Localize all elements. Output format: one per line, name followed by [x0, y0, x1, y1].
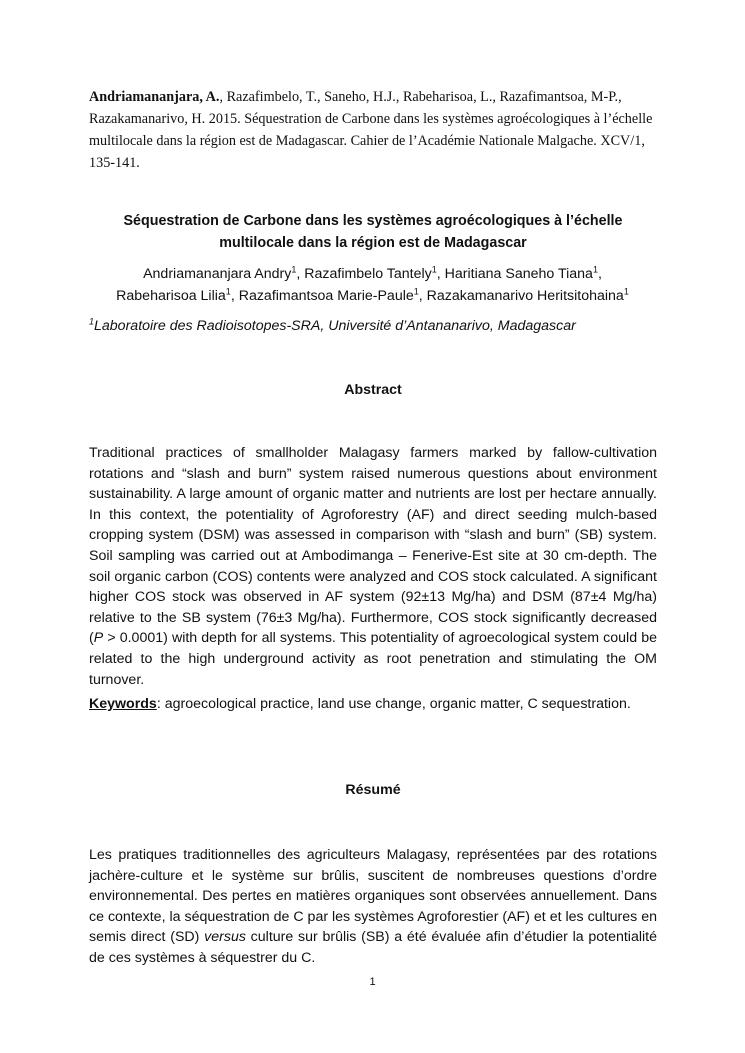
abstract-p-symbol: P	[93, 630, 104, 647]
affiliation-text: Laboratoire des Radioisotopes-SRA, Université d’Antananarivo, Madagascar	[94, 318, 576, 334]
citation	[89, 86, 657, 174]
abstract-text-a: Traditional practices of smallholder Malagasy farmers marked by fallow-cultivation rotations and “slash and burn” system raised numerous questions about environment sustainability. A large amount of organic matter and nutrients are lost per hectare annually. In this context, the potentiality of Agroforestry (AF) and direct seeding mulch-based cropping system (DSM) was assessed in comparison with “slash and burn” (SB) system. Soil sampling was carried out at Ambodimanga – Fenerive-Est site at 30 cm-depth. The soil organic carbon (COS) contents were analyzed and COS stock calculated. A significant higher COS stock was observed in AF system (92±13 Mg/ha) and DSM (87±4 Mg/ha) relative to the SB system (76±3 Mg/ha). Furthermore, COS stock significantly decreased (	[89, 445, 657, 647]
author-2: , Razafimbelo Tantely	[296, 266, 432, 282]
author-5-sup: 1	[413, 286, 419, 297]
author-5: , Razafimantsoa Marie-Paule	[230, 288, 414, 304]
resume-text-b: culture sur brûlis (SB) a été évaluée afin d’étudier la potentialité de ces systèmes à séquestrer du C.	[89, 929, 657, 966]
author-1-sup: 1	[291, 264, 297, 275]
resume-body	[89, 845, 657, 969]
author-3-sup: 1	[592, 264, 598, 275]
abstract-body	[89, 443, 657, 690]
paper-title	[89, 210, 657, 254]
resume-text-a: Les pratiques traditionnelles des agriculteurs Malagasy, représentées par des rotations jachère-culture et le système sur brûlis, suscitent de nombreuses questions d’ordre environnemental. Des pertes en matières organiques sont observées annuellement. Dans ce contexte, la séquestration de C par les systèmes Agroforestier (AF) et et les cultures en semis direct (SD)	[89, 847, 657, 946]
author-2-sup: 1	[431, 264, 437, 275]
author-line-1-comma: ,	[597, 266, 602, 282]
resume-versus: versus	[204, 929, 246, 946]
keywords-label: Keywords	[89, 696, 157, 712]
author-line-1	[80, 263, 665, 285]
resume-heading: Résumé	[345, 782, 401, 798]
abstract-text-b: > 0.0001) with depth for all systems. This potentiality of agroecological system could be related to the high underground activity as root penetration and stimulating the OM turnover.	[89, 630, 657, 688]
title-line-1: Séquestration de Carbone dans les systèmes agroécologiques à l’échelle	[123, 213, 623, 229]
affiliation	[89, 315, 657, 337]
citation-rest: , Razafimbelo, T., Saneho, H.J., Rabeharisoa, L., Razafimantsoa, M-P., Razakamanarivo, H. 2015. Séquestration de Carbone dans les systèmes agroécologiques à l’échelle multilocale dans la région est de Madagascar. Cahier de l’Académie Nationale Malgache. XCV/1, 135-141.	[89, 89, 653, 171]
author-1: Andriamananjara Andry	[143, 266, 292, 282]
author-4-sup: 1	[225, 286, 231, 297]
abstract-heading: Abstract	[344, 382, 402, 398]
page-number: 1	[369, 976, 376, 988]
author-list	[80, 263, 665, 307]
author-3: , Haritiana Saneho Tiana	[436, 266, 593, 282]
citation-lead-author: Andriamananjara, A.	[89, 89, 220, 105]
keywords-text: : agroecological practice, land use change, organic matter, C sequestration.	[156, 696, 631, 712]
author-4: Rabeharisoa Lilia	[116, 288, 226, 304]
title-line-2: multilocale dans la région est de Madagascar	[219, 235, 527, 251]
keywords	[89, 694, 657, 715]
affiliation-sup: 1	[89, 316, 95, 327]
author-line-2	[80, 285, 665, 307]
author-6-sup: 1	[623, 286, 629, 297]
author-6: , Razakamanarivo Heritsitohaina	[418, 288, 624, 304]
